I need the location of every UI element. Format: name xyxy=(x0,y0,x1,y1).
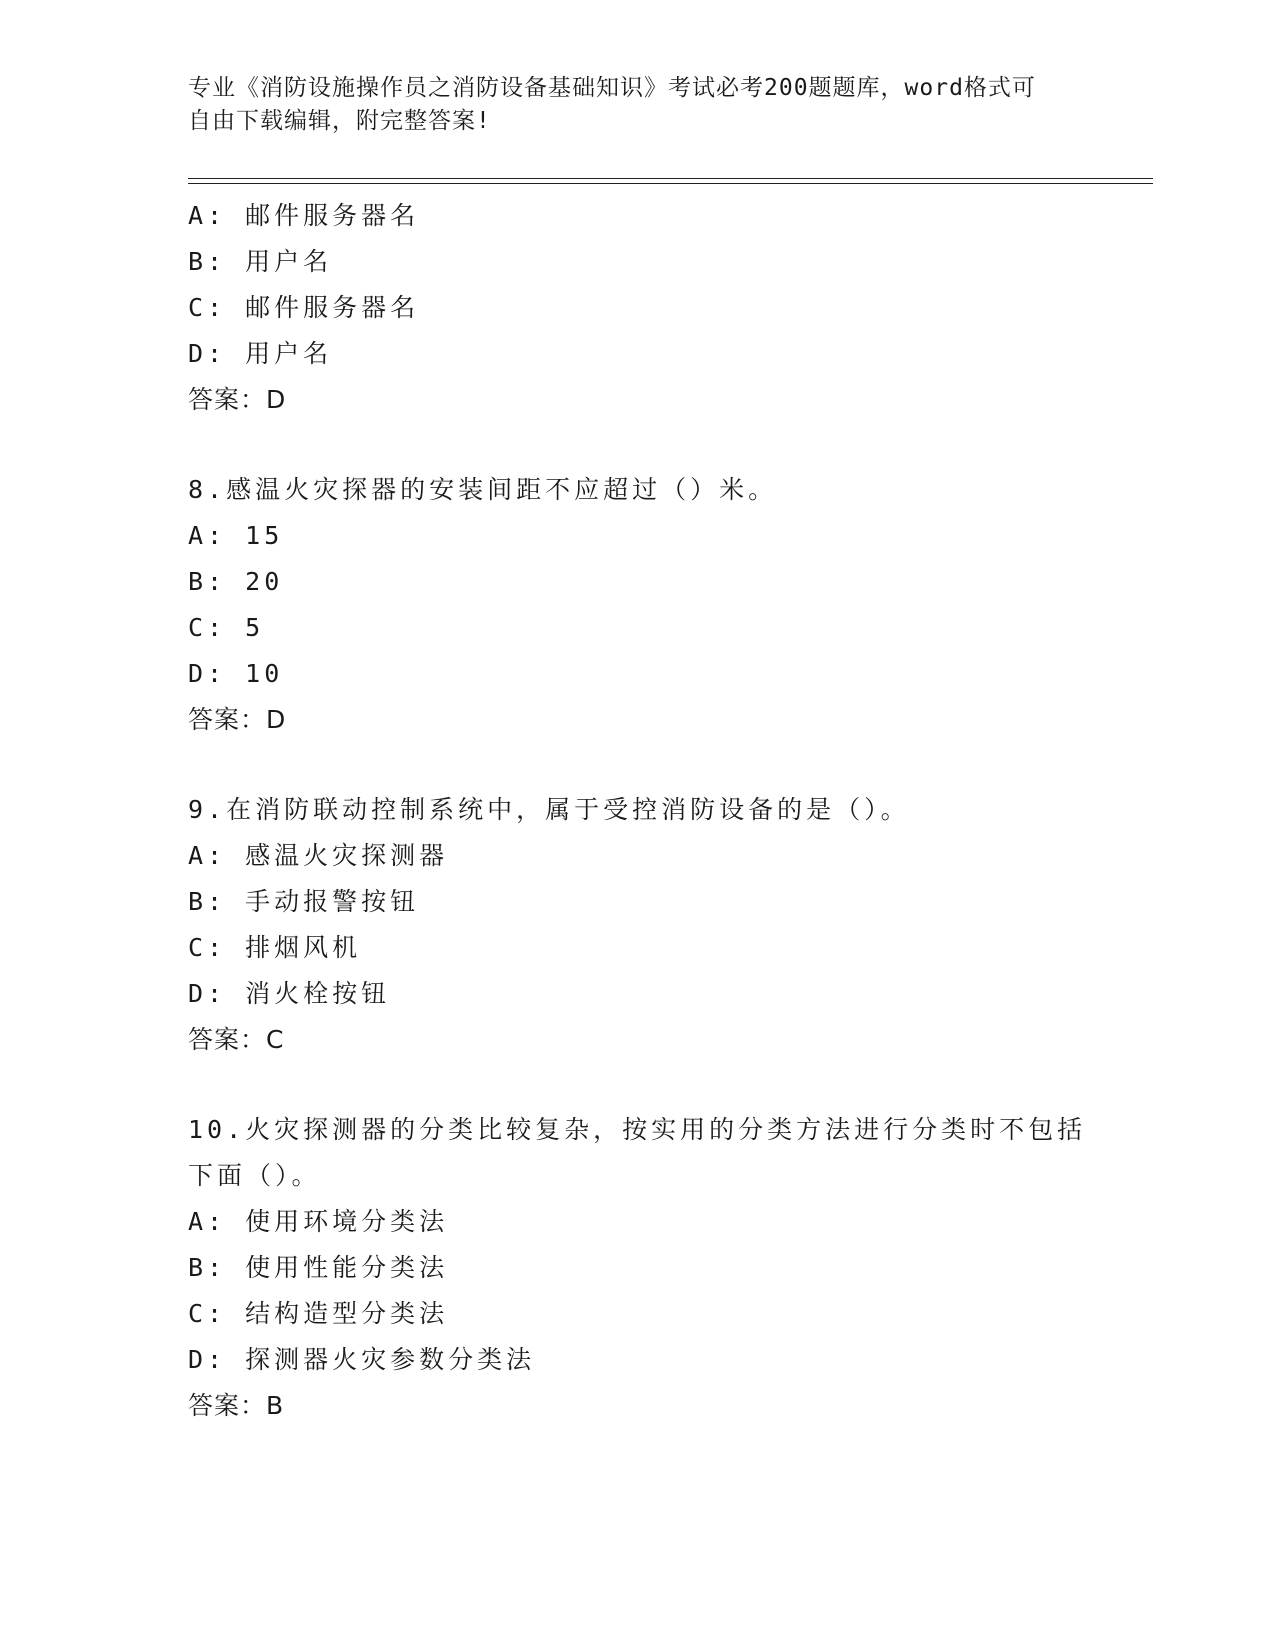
option-c: C: 结构造型分类法 xyxy=(188,1299,449,1328)
option-d: D: 用户名 xyxy=(188,339,333,368)
spacer xyxy=(188,743,1148,787)
question-7 xyxy=(188,193,1148,423)
question-8 xyxy=(188,467,1148,743)
option-a: A: 15 xyxy=(188,521,284,550)
option-b: B: 用户名 xyxy=(188,247,333,276)
header-line-2: 自由下载编辑，附完整答案! xyxy=(188,108,491,134)
option-d: D: 10 xyxy=(188,659,284,688)
option-c: C: 邮件服务器名 xyxy=(188,293,420,322)
question-9 xyxy=(188,787,1148,1063)
option-d: D: 消火栓按钮 xyxy=(188,979,391,1008)
option-b: B: 手动报警按钮 xyxy=(188,887,420,916)
spacer xyxy=(188,1063,1148,1107)
option-c: C: 5 xyxy=(188,613,265,642)
option-d: D: 探测器火灾参数分类法 xyxy=(188,1345,536,1374)
question-stem-line-2: 下面（）。 xyxy=(188,1161,321,1190)
document-header xyxy=(188,72,1068,138)
spacer xyxy=(188,423,1148,467)
question-10 xyxy=(188,1107,1148,1429)
answer: 答案：D xyxy=(188,385,287,414)
question-list xyxy=(188,193,1148,1429)
answer: 答案：D xyxy=(188,705,287,734)
answer: 答案：B xyxy=(188,1391,285,1420)
question-stem: 8.感温火灾探器的安装间距不应超过（）米。 xyxy=(188,475,778,504)
option-c: C: 排烟风机 xyxy=(188,933,362,962)
option-a: A: 邮件服务器名 xyxy=(188,201,420,230)
header-divider-bottom xyxy=(188,183,1153,184)
option-b: B: 使用性能分类法 xyxy=(188,1253,449,1282)
header-divider-top xyxy=(188,178,1153,179)
answer: 答案：C xyxy=(188,1025,285,1054)
option-a: A: 使用环境分类法 xyxy=(188,1207,449,1236)
header-line-1: 专业《消防设施操作员之消防设备基础知识》考试必考200题题库，word格式可 xyxy=(188,75,1036,101)
question-stem-line-1: 10.火灾探测器的分类比较复杂，按实用的分类方法进行分类时不包括 xyxy=(188,1115,1087,1144)
option-a: A: 感温火灾探测器 xyxy=(188,841,449,870)
option-b: B: 20 xyxy=(188,567,284,596)
question-stem: 9.在消防联动控制系统中，属于受控消防设备的是（）。 xyxy=(188,795,910,824)
question-stem xyxy=(188,1107,1088,1199)
